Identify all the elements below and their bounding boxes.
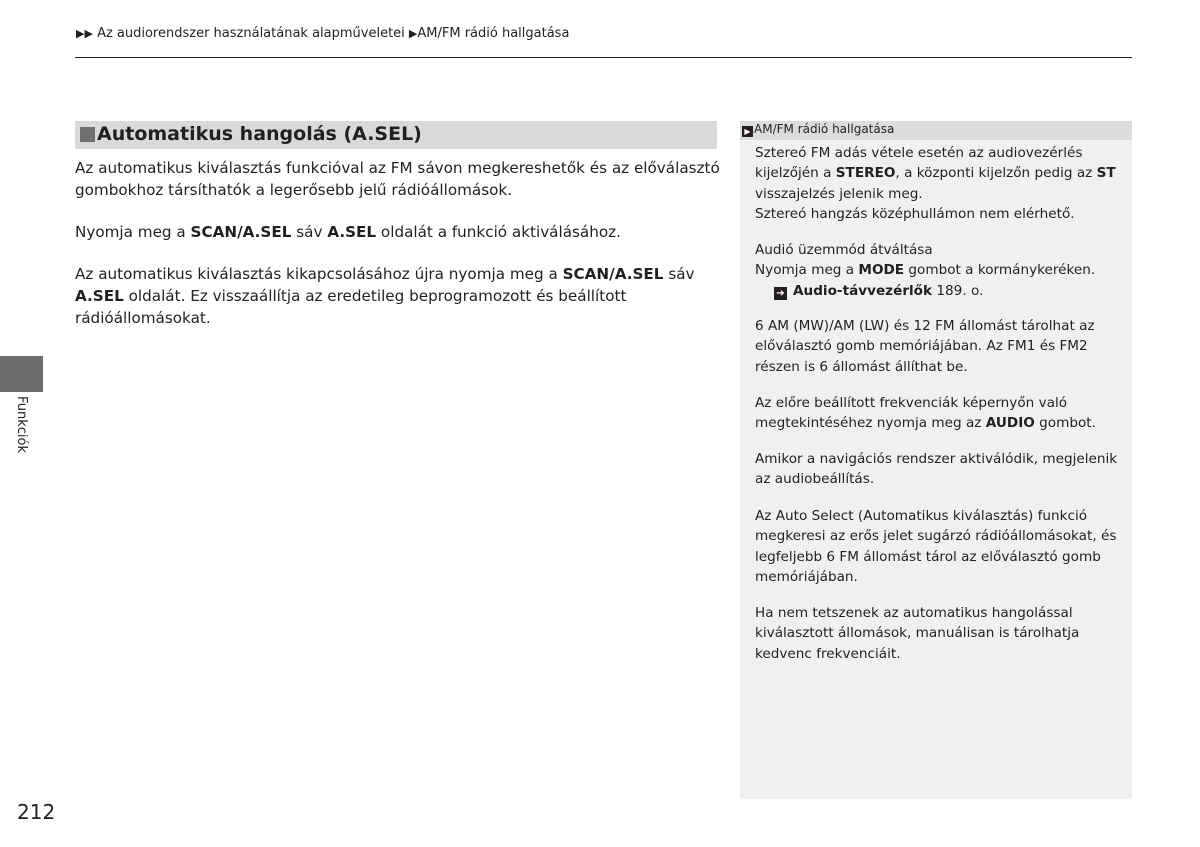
reference-icon: ▶ [742, 126, 753, 137]
cross-reference-icon: ➔ [774, 287, 787, 300]
paragraph-intro: Az automatikus kiválasztás funkcióval az FM sávon megkereshetők és az előválasztó gombokhoz társíthatók a legerősebb jelű rádióállomások. [75, 159, 720, 199]
section-title: Automatikus hangolás (A.SEL) [97, 123, 422, 145]
breadcrumb-item-2[interactable]: AM/FM rádió hallgatása [417, 26, 570, 41]
note-presets: 6 AM (MW)/AM (LW) és 12 FM állomást tárolhat az előválasztó gomb memóriájában. Az FM1 és FM2 részen is 6 állomást állíthat be. [755, 318, 1095, 375]
note-manual-store: Ha nem tetszenek az automatikus hangolással kiválasztott állomások, manuálisan is tárolhatja kedvenc frekvenciáit. [755, 605, 1080, 662]
note-navigation: Amikor a navigációs rendszer aktiválódik, megjelenik az audiobeállítás. [755, 451, 1118, 488]
header-divider [75, 57, 1132, 58]
square-bullet-icon [80, 127, 95, 142]
paragraph-deactivate: Az automatikus kiválasztás kikapcsolásához újra nyomja meg a SCAN/A.SEL sáv A.SEL oldalát. Ez visszaállítja az eredetileg beprogramozott és beállított rádióállomásokat. [75, 265, 695, 327]
breadcrumb [76, 26, 569, 41]
paragraph-activate: Nyomja meg a SCAN/A.SEL sáv A.SEL oldalát a funkció aktiválásához. [75, 223, 621, 241]
note-auto-select: Az Auto Select (Automatikus kiválasztás) funkció megkeresi az erős jelet sugárzó rádióállomásokat, és legfeljebb 6 FM állomást tárol az előválasztó gomb memóriájában. [755, 508, 1117, 585]
note-audio-button: Az előre beállított frekvenciák képernyőn való megtekintéséhez nyomja meg az AUDIO gombot. [755, 395, 1096, 432]
cross-reference-link[interactable]: Audio-távvezérlők [793, 282, 933, 299]
chapter-tab-label: Funkciók [14, 396, 29, 454]
page-number: 212 [17, 800, 56, 824]
chapter-tab [0, 356, 43, 392]
double-arrow-icon: ▶▶ [76, 27, 93, 40]
note-audio-mode: Audió üzemmód átváltása Nyomja meg a MODE gombot a kormánykeréken. ➔ Audio-távvezérlők 189. o. [755, 242, 1096, 299]
arrow-icon: ▶ [408, 27, 418, 40]
note-stereo: Sztereó FM adás vétele esetén az audiovezérlés kijelzőjén a STEREO, a központi kijelzőn pedig az ST visszajelzés jelenik meg. Sztereó hangzás középhullámon nem elérhető. [755, 145, 1116, 222]
sidebar-heading: ▶ AM/FM rádió hallgatása [742, 122, 894, 137]
breadcrumb-item-1[interactable]: Az audiorendszer használatának alapműveletei [97, 26, 405, 41]
